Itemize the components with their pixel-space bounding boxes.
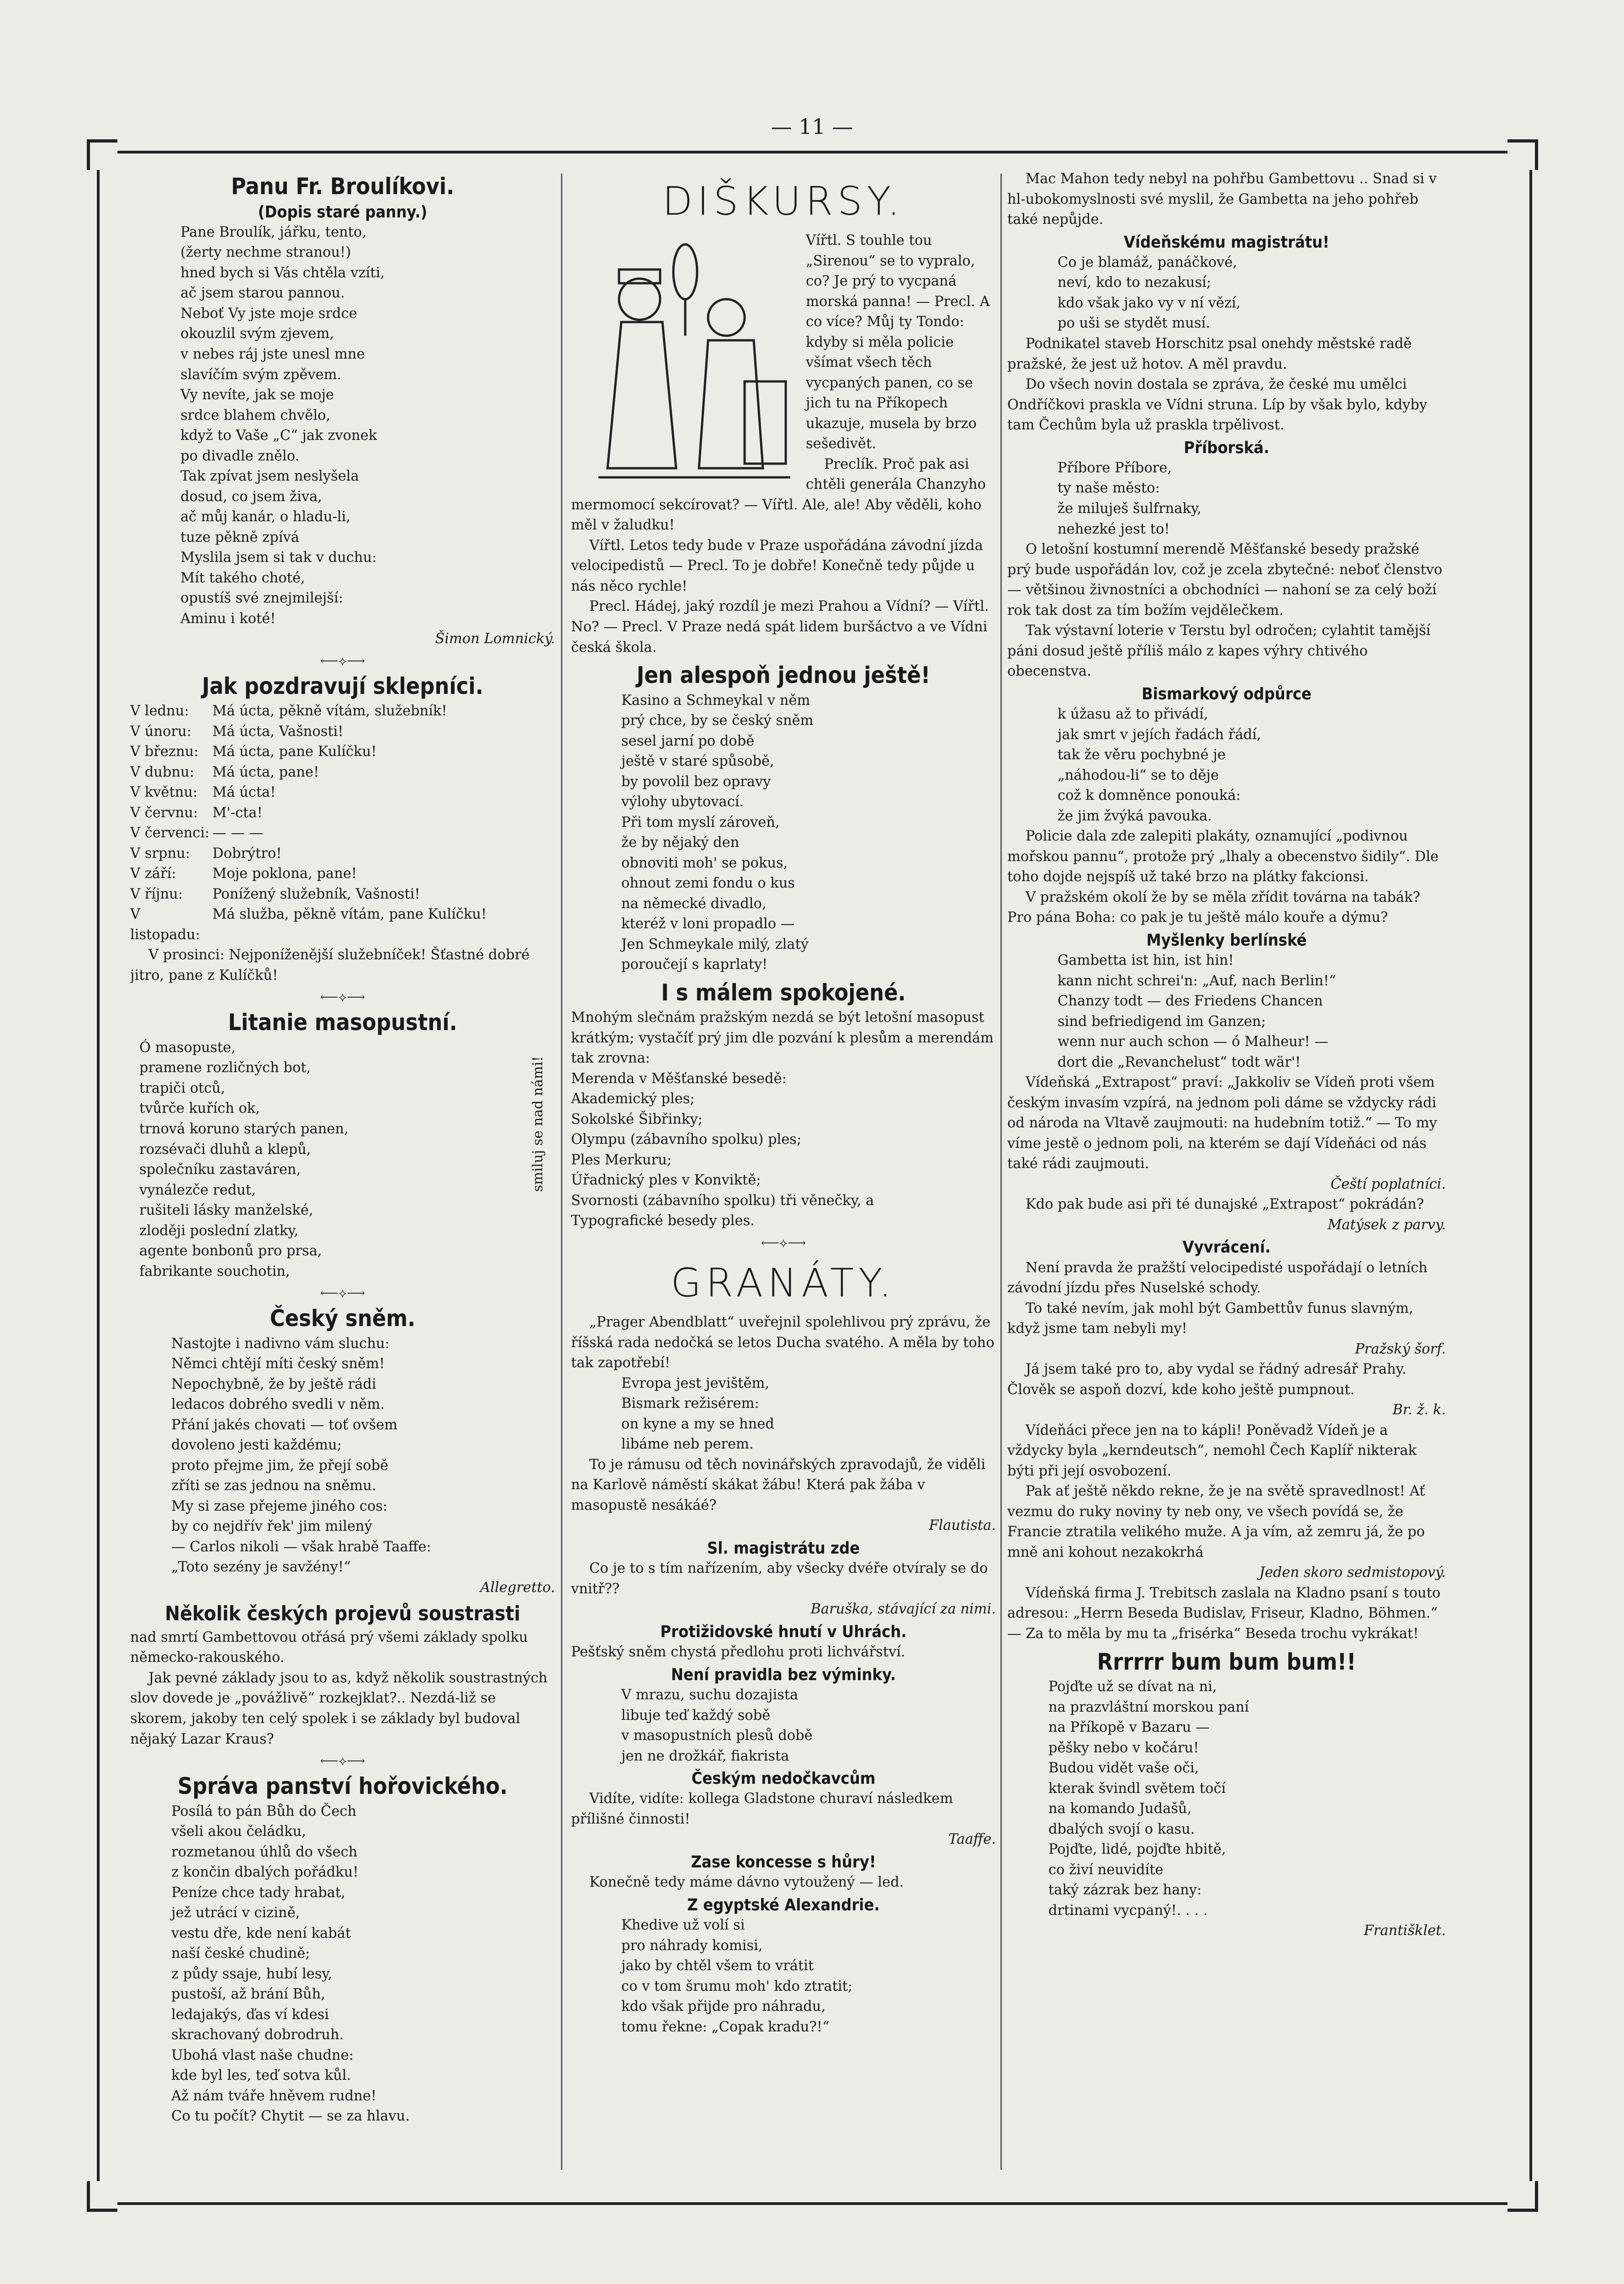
- verse-line: v masopustních plesů době: [621, 1728, 813, 1744]
- month-row: [130, 782, 555, 803]
- article-text: O letošní kostumní merendě Měšťanské besedy pražské prý bude uspořádán lov, což je zcela zbytečné: neboť členstvo — většinou živnostníci a obchodníci — nahoní se za celý boží rok tak dost za tím božím vejdělečkem.: [1007, 541, 1443, 619]
- verse-line: že by nějaký den: [621, 835, 740, 851]
- verse-line: hned bych si Vás chtěla vzíti,: [180, 264, 385, 281]
- verse-line: tomu řekne: „Copak kradu?!“: [621, 2019, 830, 2035]
- signature: Allegretto.: [480, 1579, 555, 1596]
- article-text: Pešťský sněm chystá předlohu proti lichvářství.: [571, 1644, 905, 1660]
- article-text: Vídeňská „Extrapost“ praví: „Jakkoliv se Vídeň proti všem českým invasím vzpírá, na jednom poli dáme se vždycky rádi od národa na Vltavě zaujmouti: na hudebním totiž.“ — To my víme jestě o jednom poli, na kterém se dají Vídeňáci od nás také rádi zaujmouti.: [1007, 1074, 1437, 1172]
- verse-line: tak že věru pochybné je: [1058, 747, 1226, 763]
- divider-ornament: ⟵⟡⟶: [320, 989, 365, 1005]
- heading-berlinske: Myšlenky berlínské: [1146, 931, 1307, 950]
- verse-line: zříti se zas jednou na sněmu.: [171, 1478, 376, 1494]
- poem-alexandrie: [571, 1915, 996, 2037]
- article-text: V pražském okolí že by se měla zřídit továrna na tabák? Pro pána Boha: co pak je tu ještě málo kouře a dýmu?: [1007, 889, 1420, 926]
- verse-line: zloději poslední zlatky,: [139, 1222, 299, 1239]
- month-label: V dubnu:: [130, 764, 194, 780]
- subheading-broulik: (Dopis staré panny.): [258, 202, 428, 222]
- poem-granaty: [571, 1374, 996, 1455]
- verse-line: Pojďte už se dívat na ni,: [1048, 1679, 1217, 1695]
- heading-projevy: Několik českých projevů soustrasti: [165, 1602, 520, 1626]
- signature: Flautista.: [929, 1517, 996, 1534]
- verse-line: Olympu (zábavního spolku) ples;: [571, 1131, 802, 1148]
- poem-sprava: [130, 1802, 555, 2127]
- verse-line: trnová koruno starých panen,: [139, 1121, 349, 1137]
- verse-line: taký zázrak bez hany:: [1048, 1882, 1202, 1898]
- month-row: [130, 864, 555, 884]
- verse-line: na komando Judašů,: [1048, 1801, 1192, 1817]
- poem-priborska: [1007, 458, 1446, 539]
- heading-diskursy: DIŠKURSY.: [662, 179, 905, 224]
- verse-line: pustoší, až brání Bůh,: [171, 1986, 325, 2003]
- verse-line: by co nejdřív řek' jim milený: [171, 1518, 372, 1535]
- verse-line: poroučejí s kaprlaty!: [621, 957, 768, 973]
- article-text: Vířtl. Letos tedy bude v Praze uspořádána závodní jízda velocipedistů — Precl. To je dobře! Konečně tedy půjde u nás něco rychle!: [571, 537, 983, 594]
- frame-corner-ornament: [1508, 2181, 1538, 2212]
- month-label: V lednu:: [130, 703, 189, 719]
- verse-line: naší české chudině;: [171, 1946, 310, 1962]
- verse-line: Úřadnický ples v Konviktě;: [571, 1172, 761, 1189]
- verse-line: proto přejme jim, že přejí sobě: [171, 1457, 389, 1474]
- heading-nedockavcum: Českým nedočkavcům: [691, 1769, 876, 1788]
- article-text: Co je to s tím nařízením, aby všecky dvéře otvíraly se do vnitř??: [571, 1560, 988, 1597]
- verse-line: Co tu počít? Chytit — se za hlavu.: [171, 2108, 410, 2125]
- verse-line: po uši se stydět musí.: [1058, 315, 1211, 332]
- article-text: Preclík. Proč pak asi chtěli generála Chanzyho mermomocí sekcírovat? — Vířtl. Ale, ale! Aby věděli, koho měl v žaludku!: [571, 456, 986, 534]
- heading-granaty: GRANÁTY.: [671, 1260, 896, 1306]
- divider-ornament: ⟵⟡⟶: [320, 1753, 365, 1769]
- divider-ornament: ⟵⟡⟶: [761, 1235, 806, 1250]
- month-row: [130, 904, 555, 945]
- verse-line: sind befriedigend im Ganzen;: [1058, 1013, 1266, 1030]
- verse-line: (žerty nechme stranou!): [180, 244, 351, 261]
- month-label: V srpnu:: [130, 845, 190, 862]
- verse-line: jen ne drožkář, fiakrista: [621, 1748, 789, 1764]
- verse-line: výlohy ubytovací.: [621, 794, 744, 810]
- poem-berlinske: [1007, 951, 1446, 1073]
- verse-line: Tak zpívat jsem neslyšela: [180, 468, 359, 485]
- divider-ornament: ⟵⟡⟶: [320, 1285, 365, 1301]
- heading-priborska: Příborská.: [1184, 438, 1270, 457]
- verse-line: rušiteli lásky manželské,: [139, 1202, 313, 1219]
- verse-line: ledajakýs, ďas ví kdesi: [171, 2006, 329, 2023]
- verse-line: obnoviti moh' se pokus,: [621, 855, 788, 871]
- page-number: — 11 —: [771, 114, 853, 139]
- month-label: V září:: [130, 866, 176, 882]
- article-text: „Prager Abendblatt“ uveřejnil spolehlivou prý zprávu, že říšská rada nedočká se letos Ducha svatého. A měla by toho tak zapotřebí!: [571, 1314, 995, 1371]
- poem-broulik: [130, 222, 555, 629]
- verse-line: ač můj kanár, o hladu-li,: [180, 509, 351, 525]
- heading-magistrat: Sl. magistrátu zde: [707, 1539, 860, 1558]
- months-list: [130, 701, 555, 945]
- verse-line: Myslila jsem si tak v duchu:: [180, 550, 377, 566]
- verse-line: Kasino a Schmeykal v něm: [621, 692, 810, 708]
- verse-line: Bismark režisérem:: [621, 1396, 759, 1412]
- verse-line: Aminu i koté!: [180, 610, 276, 627]
- article-text: To je rámusu od těch novinářských zpravodajů, že viděli na Karlově náměstí skákat žábu! Která pak žába v masopustě nesákáé?: [571, 1456, 986, 1513]
- verse-line: na prazvláštní morskou paní: [1048, 1699, 1249, 1715]
- verse-line: Akademický ples;: [571, 1091, 695, 1107]
- litanie-refrain: smiluj se nad námi!: [530, 1056, 546, 1192]
- ball-list: [571, 1069, 996, 1232]
- verse-line: libuje teď každý sobě: [621, 1707, 771, 1724]
- frame-corner-ornament: [87, 2181, 117, 2212]
- verse-line: ledacos dobrého svedli v něm.: [171, 1396, 385, 1413]
- column-rule: [1000, 174, 1002, 2170]
- verse-line: dort die „Revanchelust“ todt wär'!: [1058, 1054, 1301, 1070]
- frame-corner-ornament: [87, 139, 117, 170]
- month-row: [130, 844, 555, 864]
- heading-rrrrr: Rrrrrr bum bum bum!!: [1097, 1648, 1356, 1675]
- article-text: Já jsem také pro to, aby vydal se řádný adresář Prahy. Člověk se aspoň dozví, kde koho ještě pumpnout.: [1007, 1361, 1407, 1398]
- signature: Františklet.: [1364, 1923, 1446, 1939]
- verse-line: Khedive už volí si: [621, 1917, 745, 1934]
- verse-line: on kyne a my se hned: [621, 1416, 774, 1432]
- heading-alespon: Jen alespoň jednou ještě!: [636, 662, 931, 689]
- article-text: Vídeňáci přece jen na to kápli! Poněvadž Vídeň je a vždycky byla „kerndeutsch“, nemohl Čech Kaplíř nikterak býti při její osvobození.: [1007, 1422, 1417, 1479]
- verse-line: pramene rozličných bot,: [139, 1060, 311, 1076]
- verse-line: Nastojte i nadivno vám sluchu:: [171, 1335, 390, 1352]
- verse-line: ohnout zemi fondu o kus: [621, 875, 795, 892]
- verse-line: k úžasu až to přivádí,: [1058, 706, 1208, 723]
- verse-line: libáme neb perem.: [621, 1436, 754, 1453]
- signature: Čeští poplatníci.: [1330, 1176, 1446, 1192]
- month-greeting: — — —: [212, 825, 263, 841]
- article-text: Do všech novin dostala se zpráva, že české mu umělci Ondříčkovi praskla ve Vídni struna. Líp by však bylo, kdyby tam Čechům byla už praskla trpělivost.: [1007, 376, 1428, 434]
- verse-line: Ubohá vlast naše chudne:: [171, 2047, 354, 2063]
- month-label: V březnu:: [130, 744, 199, 760]
- month-greeting: Moje poklona, pane!: [212, 866, 357, 882]
- verse-line: Ó masopuste,: [139, 1039, 236, 1056]
- month-row: [130, 722, 555, 742]
- poem-snem: [130, 1334, 555, 1578]
- heading-sprava: Správa panství hořovického.: [177, 1773, 508, 1800]
- verse-line: „Toto sezény je savžény!“: [171, 1559, 351, 1576]
- signature: Taaffe.: [948, 1831, 996, 1848]
- article-text: Mnohým slečnám pražským nezdá se být letošní masopust krátkým; vystačíť prý jim dle pozvání k plesům a merendám tak zrovna:: [571, 1010, 994, 1067]
- verse-line: rozsévači dluhů a klepů,: [139, 1141, 311, 1158]
- heading-sklepnici: Jak pozdravují sklepníci.: [202, 672, 483, 699]
- frame-corner-ornament: [1508, 139, 1538, 170]
- signature: Matýsek z parvy.: [1328, 1216, 1446, 1233]
- verse-line: jak smrt v jejích řadách řádí,: [1058, 726, 1261, 743]
- verse-line: kdo však přijde pro náhradu,: [621, 1998, 826, 2015]
- verse-line: kterak švindl světem točí: [1048, 1780, 1226, 1797]
- verse-line: dbalých svojí o kasu.: [1048, 1821, 1195, 1837]
- verse-line: Posílá to pán Bůh do Čech: [171, 1803, 357, 1819]
- article-text: Mac Mahon tedy nebyl na pohřbu Gambettovu .. Snad si v hl-ubokomyslnosti své myslil, že Gambetta na jeho pohřeb také nepůjde.: [1007, 171, 1437, 228]
- month-row: [130, 742, 555, 762]
- verse-line: Mít takého choté,: [180, 570, 305, 586]
- article-text: Pak ať ještě někdo rekne, že je na světě spravedlnost! Ať vezmu do ruky noviny ty neb ony, ve všech povídá se, že Francie ztratila velikého muže. A ja vím, až zemru já, že po mně ani kohout nezakokrhá: [1007, 1483, 1425, 1560]
- column-rule: [561, 174, 562, 2170]
- month-label: V květnu:: [130, 784, 198, 801]
- month-row: [130, 803, 555, 824]
- verse-line: Jen Schmeykale milý, zlatý: [621, 936, 809, 952]
- verse-line: že miluješ šulfrnaky,: [1058, 501, 1201, 517]
- verse-line: Gambetta ist hin, ist hin!: [1058, 952, 1234, 969]
- verse-line: pěšky nebo v kočáru!: [1048, 1739, 1199, 1756]
- verse-line: srdce blahem chvělo,: [180, 407, 331, 423]
- verse-line: kdo však jako vy v ní vězí,: [1058, 295, 1241, 311]
- verse-line: v nebes ráj jste unesl mne: [180, 346, 365, 362]
- article-text: Vídeňská firma J. Trebitsch zaslala na Kladno psaní s touto adresou: „Herrn Beseda Budislav, Friseur, Kladno, Böhmen.“ — Za to měla by mu ta „frisérka“ Beseda trochu vykrákat!: [1007, 1585, 1441, 1642]
- verse-line: „náhodou-li“ se to děje: [1058, 767, 1219, 783]
- month-greeting: Dobrýtro!: [212, 845, 282, 862]
- article-text: Tak výstavní loterie v Terstu byl odročen; cylahtit tamější páni dosud ještě příliš málo z kapes výhry chtivého obecenstva.: [1007, 623, 1431, 680]
- month-row: [130, 762, 555, 783]
- verse-line: Pojďte, lidé, pojďte hbitě,: [1048, 1841, 1226, 1858]
- month-row: [130, 884, 555, 905]
- article-text: Vidíte, vidíte: kollega Gladstone churaví následkem přílišné činnosti!: [571, 1791, 953, 1827]
- litanie-lines: [130, 1038, 555, 1282]
- verse-line: co v tom šrumu moh' kdo ztratit;: [621, 1978, 853, 1994]
- month-row: [130, 823, 555, 844]
- verse-line: dovoleno jesti každému;: [171, 1437, 342, 1454]
- verse-line: opustíš své znejmilejší:: [180, 590, 344, 607]
- poem-bismarck: [1007, 704, 1446, 826]
- column-1: [130, 169, 555, 2188]
- verse-line: sesel jarní po době: [621, 733, 755, 749]
- verse-line: když to Vaše „C“ jak zvonek: [180, 428, 377, 444]
- verse-line: po divadle znělo.: [180, 448, 300, 464]
- article-text: Není pravda že pražští velocipedisté uspořádají o letních závodní jízdu přes Nuselské schody.: [1007, 1259, 1428, 1296]
- verse-line: tvůrče kuřích ok,: [139, 1100, 260, 1117]
- verse-line: Neboť Vy jste moje srdce: [180, 305, 357, 322]
- article-text: Jak pevné základy jsou to as, když několik soustrastných slov dovede je „povážlivě“ rozkejklat?.. Nezdá-liž se skorem, jakoby ten celý spolek i se základy byl budoval nějaký Lazar Kraus?: [130, 1670, 548, 1747]
- verse-line: agente bonbonů pro prsa,: [139, 1243, 322, 1259]
- verse-line: co živí neuvidíte: [1048, 1861, 1164, 1878]
- month-greeting: Má úcta, pane Kulíčku!: [212, 744, 377, 760]
- heading-malem: I s málem spokojené.: [661, 979, 906, 1006]
- article-text: Kdo pak bude asi při té dunajské „Extrapost“ pokrádán?: [1026, 1196, 1424, 1213]
- column-2: [571, 169, 996, 2188]
- verse-line: z končin dbalých pořádku!: [171, 1864, 359, 1881]
- heading-vyvraceni: Vyvrácení.: [1182, 1238, 1271, 1257]
- verse-line: Sokolské Šibřinky;: [571, 1111, 703, 1127]
- verse-line: skrachovaný dobrodruh.: [171, 2027, 344, 2043]
- verse-line: nehezké jest to!: [1058, 521, 1170, 537]
- verse-line: My si zase přejeme jiného cos:: [171, 1498, 388, 1514]
- column-3: [1007, 169, 1446, 2188]
- article-text: Konečně tedy máme dávno vytoužený — led.: [589, 1874, 904, 1891]
- heading-protizidovske: Protižidovské hnutí v Uhrách.: [660, 1622, 907, 1641]
- verse-line: kde byl les, teď sotva kůl.: [171, 2067, 351, 2084]
- verse-line: trapiči otců,: [139, 1080, 225, 1096]
- litanie-block: [130, 1038, 555, 1282]
- verse-line: Evropa jest jevištěm,: [621, 1375, 770, 1391]
- verse-line: dosud, co jsem živa,: [180, 488, 322, 505]
- month-label: V říjnu:: [130, 886, 183, 902]
- verse-line: z půdy ssaje, hubí lesy,: [171, 1966, 333, 1982]
- verse-line: V mrazu, suchu dozajista: [621, 1687, 799, 1703]
- month-greeting: Má služba, pěkně vítám, pane Kulíčku!: [212, 906, 487, 923]
- poem-vidensky: [1007, 253, 1446, 334]
- poem-alespon: [571, 691, 996, 975]
- verse-line: slavíčím svým zpěvem.: [180, 366, 342, 383]
- month-greeting: M'-cta!: [212, 804, 263, 821]
- month-greeting: Má úcta, pane!: [212, 764, 319, 780]
- verse-line: Nepochybně, že by ještě rádi: [171, 1376, 376, 1392]
- verse-line: Vy nevíte, jak se moje: [180, 387, 334, 403]
- verse-line: kann nicht schrei'n: „Auf, nach Berlin!“: [1058, 973, 1336, 989]
- heading-koncesse: Zase koncesse s hůry!: [691, 1853, 876, 1872]
- month-label: V listopadu:: [130, 906, 200, 943]
- verse-line: Až nám tváře hněvem rudne!: [171, 2088, 377, 2104]
- verse-line: tuze pěkně zpívá: [180, 529, 299, 545]
- verse-line: Merenda v Měšťanské besedě:: [571, 1070, 787, 1087]
- verse-line: vynálezče redut,: [139, 1182, 256, 1198]
- article-text: Policie dala zde zalepiti plakáty, oznamující „podivnou mořskou pannu“, protože prý „lhaly a obecenstvo šidily“. Dle toho dojde nejspíš už také brzo na plátky fakcionsi.: [1007, 828, 1439, 885]
- verse-line: neví, kdo to nezakusí;: [1058, 275, 1211, 291]
- signature: Baruška, stávající za nimi.: [810, 1601, 996, 1618]
- verse-line: rozmetanou úhlů do všech: [171, 1844, 358, 1860]
- verse-line: vestu dře, kde není kabát: [171, 1925, 351, 1941]
- verse-line: Přání jakés chovati — toť ovšem: [171, 1417, 398, 1433]
- heading-broulik: Panu Fr. Broulíkovi.: [231, 173, 455, 200]
- month-label: V únoru:: [130, 723, 191, 740]
- verse-line: drtinami vycpaný!. . . .: [1048, 1902, 1208, 1919]
- verse-line: že jim žvýká pavouka.: [1058, 808, 1212, 824]
- verse-line: na Příkopě v Bazaru —: [1048, 1719, 1210, 1736]
- poem-pravidla: [571, 1685, 996, 1766]
- verse-line: fabrikante souchotin,: [139, 1263, 290, 1279]
- verse-line: Typografické besedy ples.: [571, 1213, 755, 1229]
- month-label: V červnu:: [130, 804, 198, 821]
- divider-ornament: ⟵⟡⟶: [320, 653, 365, 668]
- verse-line: — Carlos nikoli — však hrabě Taaffe:: [171, 1539, 431, 1555]
- verse-line: Chanzy todt — des Friedens Chancen: [1058, 993, 1323, 1010]
- verse-line: Pane Broulík, jářku, tento,: [180, 224, 367, 240]
- signature: Šimon Lomnický.: [435, 631, 555, 647]
- heading-alexandrie: Z egyptské Alexandrie.: [687, 1895, 880, 1914]
- verse-line: Peníze chce tady hrabat,: [171, 1884, 345, 1901]
- month-greeting: Má úcta, Vašnosti!: [212, 723, 344, 740]
- verse-line: Co je blamáž, panáčkové,: [1058, 254, 1238, 270]
- heading-vidensky: Vídeňskému magistrátu!: [1123, 233, 1330, 252]
- signature: Pražský šorf.: [1355, 1341, 1446, 1357]
- verse-line: by povolil bez opravy: [621, 773, 771, 790]
- month-row: [130, 701, 555, 722]
- verse-line: Příbore Příbore,: [1058, 460, 1172, 476]
- verse-line: jako by chtěl všem to vrátit: [621, 1958, 814, 1974]
- month-greeting: Má úcta!: [212, 784, 276, 801]
- heading-snem: Český sněm.: [270, 1305, 416, 1332]
- signature: Br. ž. k.: [1392, 1402, 1446, 1418]
- verse-line: kteréž v loni propadlo —: [621, 916, 795, 932]
- verse-line: ještě v staré spůsobě,: [621, 753, 774, 770]
- verse-line: Při tom myslí zároveň,: [621, 814, 780, 830]
- month-greeting: Ponížený služebník, Vašnosti!: [212, 886, 420, 902]
- verse-line: společníku zastaváren,: [139, 1162, 301, 1178]
- verse-line: což k domněnce ponouká:: [1058, 788, 1241, 804]
- verse-line: na německé divadlo,: [621, 895, 767, 912]
- heading-bismarck: Bismarkový odpůrce: [1142, 684, 1312, 703]
- verse-line: ač jsem starou pannou.: [180, 285, 345, 301]
- verse-line: Ples Merkuru;: [571, 1152, 672, 1168]
- verse-line: ty naše město:: [1058, 480, 1160, 497]
- article-text: To také nevím, jak mohl být Gambettův funus slavným, když jsme tam nebyli my!: [1007, 1300, 1413, 1337]
- verse-line: pro náhrady komisi,: [621, 1937, 763, 1954]
- article-text: nad smrtí Gambettovou otřásá prý všemi základy spolku německo-rakouského.: [130, 1629, 528, 1666]
- poem-rrrrr: [1007, 1677, 1446, 1921]
- heading-litanie: Litanie masopustní.: [228, 1009, 457, 1036]
- article-text: Podnikatel staveb Horschitz psal onehdy městské radě pražské, že jest už hotov. A měl pravdu.: [1007, 336, 1412, 372]
- month-greeting: Má úcta, pěkně vítám, služebník!: [212, 703, 447, 719]
- months-last: V prosinci: Nejponíženější služebníček! Šťastné dobré jitro, pane z Kulíčků!: [130, 947, 530, 983]
- month-label: V červenci:: [130, 825, 210, 841]
- verse-line: prý chce, by se český sněm: [621, 713, 814, 729]
- article-text: Precl. Hádej, jaký rozdíl je mezi Prahou a Vídní? — Vířtl. No? — Precl. V Praze nedá spát lidem buršáctvo a ve Vídni česká škola.: [571, 598, 989, 656]
- article-text: Vířtl. S touhle tou „Sirenou“ se to vypralo, co? Je prý to vycpaná morská panna! — Precl. A co více? Můj ty Tondo: kdyby si měla policie všímat všech těch vycpaných panen, co se jich tu na Příkopech ukazuje, musela by brzo sešedivět.: [806, 233, 990, 452]
- verse-line: Budou vidět vaše oči,: [1048, 1760, 1199, 1776]
- verse-line: Svornosti (zábavního spolku) tři věnečky, a: [571, 1192, 874, 1209]
- verse-line: Němci chtějí míti český sněm!: [171, 1356, 385, 1372]
- verse-line: okouzlil svým zjevem,: [180, 326, 334, 342]
- signature: Jeden skoro sedmistopový.: [1259, 1565, 1446, 1581]
- verse-line: jež utrácí v cizině,: [171, 1905, 300, 1921]
- heading-pravidla: Není pravidla bez výminky.: [671, 1665, 896, 1684]
- verse-line: všeli akou čeládku,: [171, 1824, 306, 1840]
- illustration-two-men: [571, 231, 799, 486]
- verse-line: wenn nur auch schon — ó Malheur! —: [1058, 1034, 1328, 1050]
